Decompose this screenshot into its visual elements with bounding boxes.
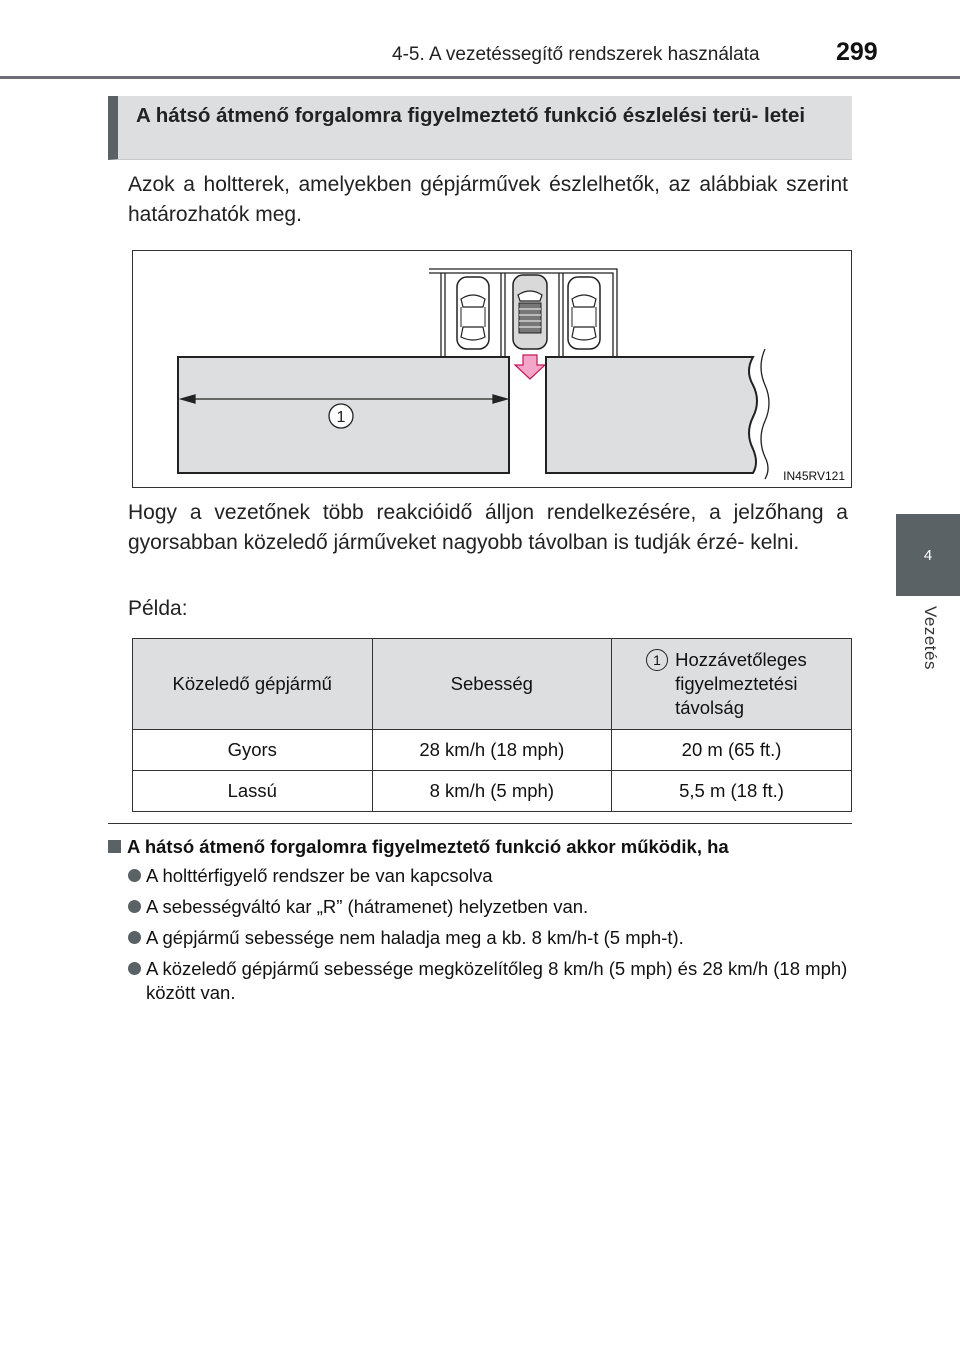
header-rule (0, 76, 960, 79)
header-vehicle: Közeledő gépjármű (133, 639, 373, 730)
example-label: Példa: (128, 597, 188, 620)
table-row (133, 730, 852, 771)
list-item (128, 926, 858, 950)
table-cell: 8 km/h (5 mph) (372, 771, 612, 812)
list-item-text: A gépjármű sebessége nem haladja meg a kb. 8 km/h-t (5 mph-t). (146, 927, 684, 948)
parked-car-right-icon (568, 277, 600, 349)
list-item (128, 895, 858, 919)
bullet-dot-icon (128, 962, 141, 975)
chapter-label: Vezetés (921, 606, 940, 670)
table-header-row (133, 639, 852, 730)
header-distance-label: Hozzávetőleges figyelmeztetési távolság (675, 649, 807, 718)
list-item-text: A közeledő gépjármű sebessége megközelítőleg 8 km/h (5 mph) és 28 km/h (18 mph) között van. (146, 958, 848, 1003)
section-title: A hátsó átmenő forgalomra figyelmeztető funkció észlelési terü- letei (136, 104, 806, 127)
section-heading-box (108, 96, 852, 160)
table-cell: Lassú (133, 771, 373, 812)
chapter-tab (896, 514, 960, 596)
list-item (128, 957, 858, 1005)
right-detection-area (546, 357, 757, 473)
table-cell: Gyors (133, 730, 373, 771)
list-item (128, 864, 858, 888)
square-bullet-icon (108, 840, 121, 853)
conditions-heading-text: A hátsó átmenő forgalomra figyelmeztető funkció akkor működik, ha (127, 836, 729, 857)
bullet-dot-icon (128, 869, 141, 882)
bullet-dot-icon (128, 931, 141, 944)
section-divider (108, 823, 852, 824)
figure-code: IN45RV121 (783, 469, 845, 483)
own-vehicle-icon (513, 275, 547, 349)
warning-distance-table (132, 638, 852, 812)
running-header: 4-5. A vezetéssegítő rendszerek használata (392, 44, 760, 65)
parking-illustration (133, 251, 852, 488)
list-item-text: A sebességváltó kar „R” (hátramenet) helyzetben van. (146, 896, 589, 917)
reverse-arrow-icon (515, 355, 545, 379)
table-cell: 20 m (65 ft.) (612, 730, 852, 771)
header-callout: 1 (646, 649, 668, 671)
bullet-dot-icon (128, 900, 141, 913)
reaction-paragraph: Hogy a vezetőnek több reakcióidő álljon rendelkezésére, a jelzőhang a gyorsabban közeledő járműveket nagyobb távolban is tudják érzé- kelni. (128, 501, 848, 554)
header-speed: Sebesség (372, 639, 612, 730)
intro-paragraph: Azok a holtterek, amelyekben gépjárművek észlelhetők, az alábbiak szerint határozhatók meg. (128, 173, 848, 226)
table-cell: 28 km/h (18 mph) (372, 730, 612, 771)
figure-callout: 1 (336, 409, 346, 426)
table-cell: 5,5 m (18 ft.) (612, 771, 852, 812)
list-item-text: A holttérfigyelő rendszer be van kapcsolva (146, 865, 493, 886)
page-number: 299 (836, 38, 878, 66)
table-row (133, 771, 852, 812)
chapter-number: 4 (923, 546, 933, 564)
parked-car-left-icon (457, 277, 489, 349)
conditions-heading (108, 836, 729, 858)
header-distance (612, 639, 852, 730)
detection-area-figure (132, 250, 852, 488)
